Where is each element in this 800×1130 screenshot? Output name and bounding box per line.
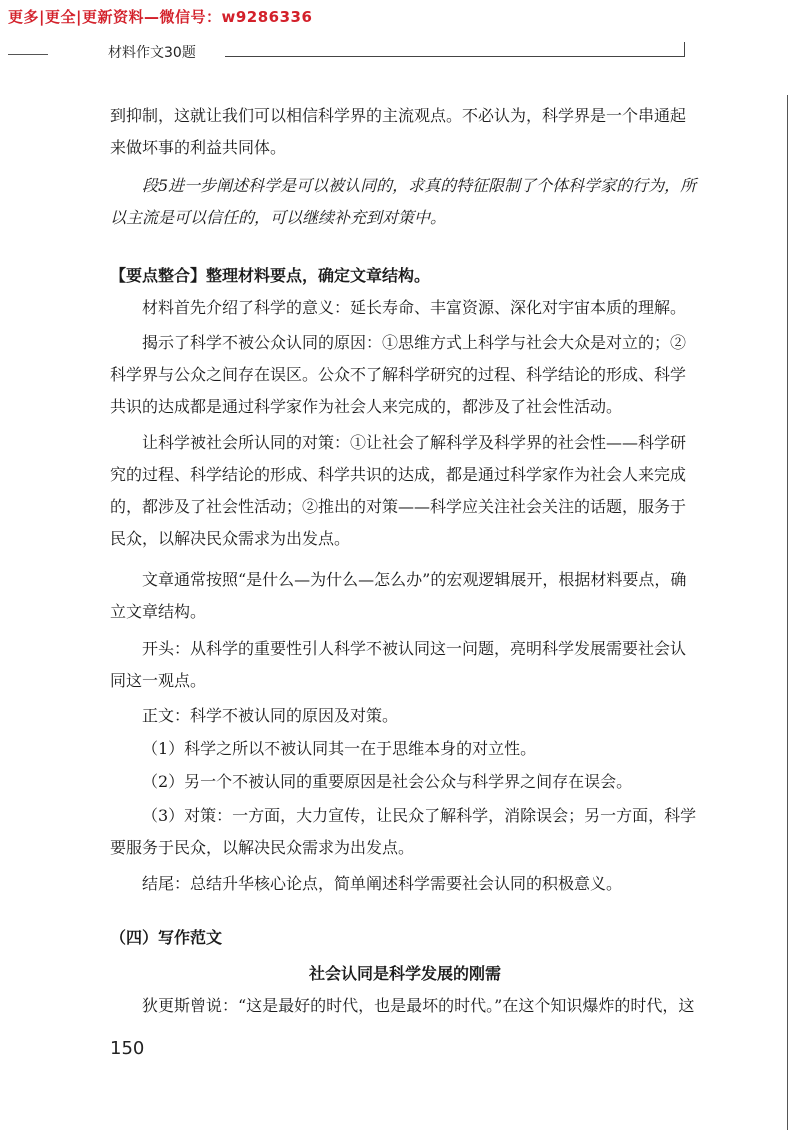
paragraph-structure-logic: 文章通常按照“是什么—为什么—怎么办”的宏观逻辑展开，根据材料要点，确立文章结构。 [110,570,687,621]
paragraph-countermeasures: 让科学被社会所认同的对策：①让社会了解科学及科学界的社会性——科学研究的过程、科学结论的形成、科学共识的达成，都是通过科学家作为社会人来完成的，都涉及了社会性活动；②推出的对策——科学应关注社会关注的话题，服务于民众，以解决民众需求为出发点。 [110,433,687,548]
paragraph-material-intro: 材料首先介绍了科学的意义：延长寿命、丰富资源、深化对宇宙本质的理解。 [142,298,687,317]
header-rule-left [8,54,48,55]
paragraph-body-point-2: （2）另一个不被认同的重要原因是社会公众与科学界之间存在误会。 [142,772,633,791]
header-rule-right [225,56,685,57]
paragraph-ending: 结尾：总结升华核心论点，简单阐述科学需要社会认同的积极意义。 [142,874,623,893]
essay-first-line: 狄更斯曾说：“这是最好的时代，也是最坏的时代。”在这个知识爆炸的时代，这 [142,996,695,1015]
paragraph-body: 正文：科学不被认同的原因及对策。 [142,706,399,725]
page-edge-line [787,95,788,1130]
section-heading-sample-essay: （四）写作范文 [110,928,223,947]
page-number: 150 [110,1038,145,1059]
essay-title: 社会认同是科学发展的刚需 [308,964,501,983]
paragraph-reasons: 揭示了科学不被公众认同的原因：①思维方式上科学与社会大众是对立的；②科学界与公众之间存在误区。公众不了解科学研究的过程、科学结论的形成、科学共识的达成都是通过科学家作为社会人来完成的，都涉及了社会性活动。 [110,333,687,416]
paragraph-body-point-3: （3）对策：一方面，大力宣传，让民众了解科学，消除误会；另一方面，科学要服务于民众，以解决民众需求为出发点。 [110,806,697,857]
section-heading-key-points: 【要点整合】整理材料要点，确定文章结构。 [110,266,431,285]
paragraph-continuation: 到抑制，这就让我们可以相信科学界的主流观点。不必认为，科学界是一个串通起来做坏事的利益共同体。 [110,106,687,157]
paragraph-analysis-note: 段5进一步阐述科学是可以被认同的，求真的特征限制了个体科学家的行为，所以主流是可以信任的，可以继续补充到对策中。 [110,176,697,227]
paragraph-body-point-1: （1）科学之所以不被认同其一在于思维本身的对立性。 [142,739,537,758]
running-header-title: 材料作文30题 [108,45,196,61]
header-rule-tick [684,42,685,57]
watermark-text: 更多|更全|更新资料—微信号：w9286336 [8,8,313,26]
paragraph-opening: 开头：从科学的重要性引人科学不被认同这一问题，亮明科学发展需要社会认同这一观点。 [110,639,687,690]
